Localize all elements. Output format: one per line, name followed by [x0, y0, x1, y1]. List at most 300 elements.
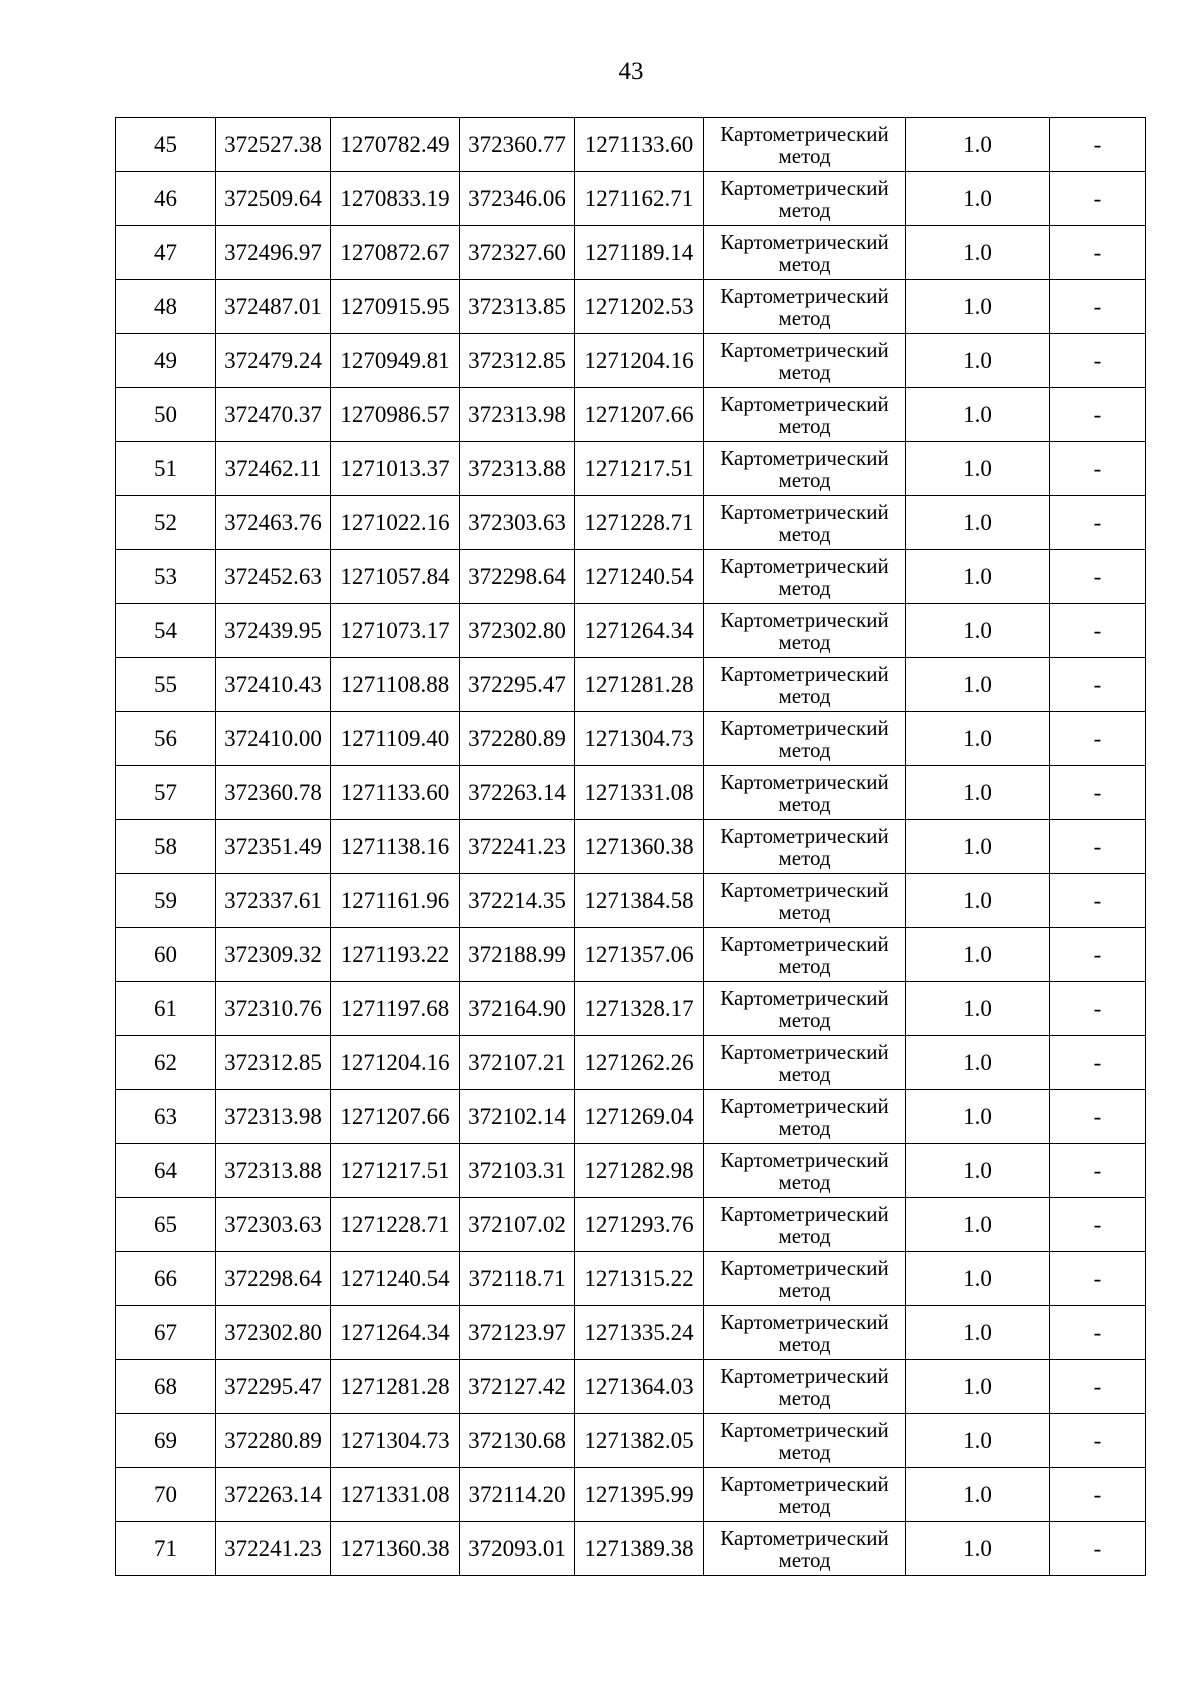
table-row — [116, 118, 1146, 172]
note-cell: - — [1050, 550, 1146, 604]
table-row — [116, 496, 1146, 550]
x1-coordinate-cell: 372241.23 — [216, 1522, 331, 1576]
note-cell: - — [1050, 1468, 1146, 1522]
note-cell: - — [1050, 1522, 1146, 1576]
x1-coordinate-cell: 372351.49 — [216, 820, 331, 874]
method-cell — [704, 1198, 906, 1252]
table-row — [116, 1252, 1146, 1306]
method-label-line2: метод — [778, 953, 831, 978]
accuracy-cell: 1.0 — [906, 1036, 1050, 1090]
method-label-line2: метод — [778, 1331, 831, 1356]
y1-coordinate-cell: 1271304.73 — [331, 1414, 460, 1468]
method-cell — [704, 496, 906, 550]
y1-coordinate-cell: 1270915.95 — [331, 280, 460, 334]
method-label-line1: Картометрический — [720, 1471, 889, 1496]
method-cell — [704, 1468, 906, 1522]
method-label-line1: Картометрический — [720, 607, 889, 632]
point-number-cell: 56 — [116, 712, 216, 766]
method-label-line2: метод — [778, 737, 831, 762]
x2-coordinate-cell: 372127.42 — [460, 1360, 575, 1414]
y2-coordinate-cell: 1271217.51 — [575, 442, 704, 496]
note-cell: - — [1050, 172, 1146, 226]
y1-coordinate-cell: 1271264.34 — [331, 1306, 460, 1360]
accuracy-cell: 1.0 — [906, 928, 1050, 982]
x2-coordinate-cell: 372118.71 — [460, 1252, 575, 1306]
table-row — [116, 820, 1146, 874]
y2-coordinate-cell: 1271262.26 — [575, 1036, 704, 1090]
method-label-line2: метод — [778, 467, 831, 492]
method-label-line1: Картометрический — [720, 1309, 889, 1334]
table-row — [116, 334, 1146, 388]
y1-coordinate-cell: 1271217.51 — [331, 1144, 460, 1198]
y1-coordinate-cell: 1271108.88 — [331, 658, 460, 712]
point-number-cell: 61 — [116, 982, 216, 1036]
table-row — [116, 172, 1146, 226]
y1-coordinate-cell: 1270833.19 — [331, 172, 460, 226]
y1-coordinate-cell: 1271138.16 — [331, 820, 460, 874]
note-cell: - — [1050, 874, 1146, 928]
y2-coordinate-cell: 1271389.38 — [575, 1522, 704, 1576]
x2-coordinate-cell: 372107.21 — [460, 1036, 575, 1090]
x2-coordinate-cell: 372130.68 — [460, 1414, 575, 1468]
y2-coordinate-cell: 1271240.54 — [575, 550, 704, 604]
note-cell: - — [1050, 928, 1146, 982]
method-cell — [704, 928, 906, 982]
table-row — [116, 766, 1146, 820]
method-label-line1: Картометрический — [720, 175, 889, 200]
point-number-cell: 52 — [116, 496, 216, 550]
y2-coordinate-cell: 1271335.24 — [575, 1306, 704, 1360]
x1-coordinate-cell: 372303.63 — [216, 1198, 331, 1252]
note-cell: - — [1050, 604, 1146, 658]
method-cell — [704, 226, 906, 280]
method-label-line1: Картометрический — [720, 391, 889, 416]
point-number-cell: 58 — [116, 820, 216, 874]
method-label-line1: Картометрический — [720, 1255, 889, 1280]
point-number-cell: 51 — [116, 442, 216, 496]
method-label-line2: метод — [778, 1007, 831, 1032]
note-cell: - — [1050, 334, 1146, 388]
point-number-cell: 46 — [116, 172, 216, 226]
y1-coordinate-cell: 1271331.08 — [331, 1468, 460, 1522]
x2-coordinate-cell: 372298.64 — [460, 550, 575, 604]
accuracy-cell: 1.0 — [906, 496, 1050, 550]
point-number-cell: 50 — [116, 388, 216, 442]
method-label-line2: метод — [778, 1493, 831, 1518]
note-cell: - — [1050, 820, 1146, 874]
method-cell — [704, 1414, 906, 1468]
method-label-line2: метод — [778, 251, 831, 276]
method-label-line2: метод — [778, 1385, 831, 1410]
method-label-line2: метод — [778, 683, 831, 708]
y2-coordinate-cell: 1271264.34 — [575, 604, 704, 658]
point-number-cell: 55 — [116, 658, 216, 712]
accuracy-cell: 1.0 — [906, 1414, 1050, 1468]
y1-coordinate-cell: 1271204.16 — [331, 1036, 460, 1090]
x1-coordinate-cell: 372452.63 — [216, 550, 331, 604]
method-label-line2: метод — [778, 1061, 831, 1086]
table-row — [116, 1414, 1146, 1468]
method-label-line1: Картометрический — [720, 823, 889, 848]
method-label-line2: метод — [778, 575, 831, 600]
y1-coordinate-cell: 1271161.96 — [331, 874, 460, 928]
y1-coordinate-cell: 1271022.16 — [331, 496, 460, 550]
x2-coordinate-cell: 372327.60 — [460, 226, 575, 280]
y2-coordinate-cell: 1271202.53 — [575, 280, 704, 334]
point-number-cell: 47 — [116, 226, 216, 280]
note-cell: - — [1050, 712, 1146, 766]
coordinates-table — [115, 117, 1146, 1576]
accuracy-cell: 1.0 — [906, 1252, 1050, 1306]
x1-coordinate-cell: 372280.89 — [216, 1414, 331, 1468]
accuracy-cell: 1.0 — [906, 550, 1050, 604]
point-number-cell: 71 — [116, 1522, 216, 1576]
method-label-line2: метод — [778, 629, 831, 654]
y2-coordinate-cell: 1271328.17 — [575, 982, 704, 1036]
method-label-line2: метод — [778, 791, 831, 816]
table-row — [116, 1036, 1146, 1090]
x1-coordinate-cell: 372463.76 — [216, 496, 331, 550]
point-number-cell: 45 — [116, 118, 216, 172]
method-label-line1: Картометрический — [720, 445, 889, 470]
x2-coordinate-cell: 372214.35 — [460, 874, 575, 928]
method-label-line1: Картометрический — [720, 1201, 889, 1226]
x2-coordinate-cell: 372346.06 — [460, 172, 575, 226]
x2-coordinate-cell: 372093.01 — [460, 1522, 575, 1576]
x1-coordinate-cell: 372263.14 — [216, 1468, 331, 1522]
x2-coordinate-cell: 372164.90 — [460, 982, 575, 1036]
page-number: 43 — [618, 58, 644, 85]
accuracy-cell: 1.0 — [906, 280, 1050, 334]
y2-coordinate-cell: 1271228.71 — [575, 496, 704, 550]
y1-coordinate-cell: 1271109.40 — [331, 712, 460, 766]
accuracy-cell: 1.0 — [906, 334, 1050, 388]
note-cell: - — [1050, 118, 1146, 172]
y1-coordinate-cell: 1271228.71 — [331, 1198, 460, 1252]
accuracy-cell: 1.0 — [906, 766, 1050, 820]
y1-coordinate-cell: 1270782.49 — [331, 118, 460, 172]
y1-coordinate-cell: 1271013.37 — [331, 442, 460, 496]
accuracy-cell: 1.0 — [906, 1360, 1050, 1414]
method-label-line2: метод — [778, 521, 831, 546]
x1-coordinate-cell: 372496.97 — [216, 226, 331, 280]
y2-coordinate-cell: 1271364.03 — [575, 1360, 704, 1414]
x2-coordinate-cell: 372312.85 — [460, 334, 575, 388]
accuracy-cell: 1.0 — [906, 658, 1050, 712]
method-cell — [704, 1144, 906, 1198]
x1-coordinate-cell: 372295.47 — [216, 1360, 331, 1414]
method-label-line2: метод — [778, 1169, 831, 1194]
table-row — [116, 604, 1146, 658]
point-number-cell: 54 — [116, 604, 216, 658]
point-number-cell: 53 — [116, 550, 216, 604]
method-cell — [704, 280, 906, 334]
x2-coordinate-cell: 372102.14 — [460, 1090, 575, 1144]
accuracy-cell: 1.0 — [906, 982, 1050, 1036]
accuracy-cell: 1.0 — [906, 1468, 1050, 1522]
table-row — [116, 982, 1146, 1036]
method-label-line1: Картометрический — [720, 283, 889, 308]
table-row — [116, 388, 1146, 442]
method-label-line1: Картометрический — [720, 1363, 889, 1388]
point-number-cell: 57 — [116, 766, 216, 820]
method-label-line2: метод — [778, 305, 831, 330]
note-cell: - — [1050, 280, 1146, 334]
point-number-cell: 66 — [116, 1252, 216, 1306]
x2-coordinate-cell: 372263.14 — [460, 766, 575, 820]
method-label-line2: метод — [778, 197, 831, 222]
note-cell: - — [1050, 496, 1146, 550]
point-number-cell: 60 — [116, 928, 216, 982]
method-label-line1: Картометрический — [720, 715, 889, 740]
table-row — [116, 550, 1146, 604]
method-cell — [704, 442, 906, 496]
accuracy-cell: 1.0 — [906, 388, 1050, 442]
method-label-line2: метод — [778, 1115, 831, 1140]
note-cell: - — [1050, 1414, 1146, 1468]
y2-coordinate-cell: 1271315.22 — [575, 1252, 704, 1306]
note-cell: - — [1050, 1036, 1146, 1090]
x1-coordinate-cell: 372410.00 — [216, 712, 331, 766]
method-label-line1: Картометрический — [720, 1417, 889, 1442]
x2-coordinate-cell: 372107.02 — [460, 1198, 575, 1252]
point-number-cell: 62 — [116, 1036, 216, 1090]
x2-coordinate-cell: 372360.77 — [460, 118, 575, 172]
y1-coordinate-cell: 1271073.17 — [331, 604, 460, 658]
table-row — [116, 442, 1146, 496]
method-label-line1: Картометрический — [720, 661, 889, 686]
x1-coordinate-cell: 372509.64 — [216, 172, 331, 226]
point-number-cell: 69 — [116, 1414, 216, 1468]
method-label-line1: Картометрический — [720, 1525, 889, 1550]
x1-coordinate-cell: 372360.78 — [216, 766, 331, 820]
accuracy-cell: 1.0 — [906, 118, 1050, 172]
y2-coordinate-cell: 1271384.58 — [575, 874, 704, 928]
accuracy-cell: 1.0 — [906, 874, 1050, 928]
method-cell — [704, 712, 906, 766]
table-row — [116, 280, 1146, 334]
x2-coordinate-cell: 372114.20 — [460, 1468, 575, 1522]
y1-coordinate-cell: 1271057.84 — [331, 550, 460, 604]
y2-coordinate-cell: 1271282.98 — [575, 1144, 704, 1198]
accuracy-cell: 1.0 — [906, 1144, 1050, 1198]
method-label-line2: метод — [778, 359, 831, 384]
note-cell: - — [1050, 1144, 1146, 1198]
method-cell — [704, 1036, 906, 1090]
y2-coordinate-cell: 1271281.28 — [575, 658, 704, 712]
accuracy-cell: 1.0 — [906, 1522, 1050, 1576]
method-label-line1: Картометрический — [720, 877, 889, 902]
note-cell: - — [1050, 982, 1146, 1036]
y2-coordinate-cell: 1271269.04 — [575, 1090, 704, 1144]
method-label-line1: Картометрический — [720, 337, 889, 362]
method-label-line1: Картометрический — [720, 553, 889, 578]
note-cell: - — [1050, 226, 1146, 280]
y2-coordinate-cell: 1271204.16 — [575, 334, 704, 388]
x1-coordinate-cell: 372312.85 — [216, 1036, 331, 1090]
accuracy-cell: 1.0 — [906, 820, 1050, 874]
note-cell: - — [1050, 442, 1146, 496]
y2-coordinate-cell: 1271304.73 — [575, 712, 704, 766]
table-row — [116, 1198, 1146, 1252]
method-label-line1: Картометрический — [720, 1093, 889, 1118]
x1-coordinate-cell: 372462.11 — [216, 442, 331, 496]
method-label-line2: метод — [778, 1223, 831, 1248]
y1-coordinate-cell: 1271360.38 — [331, 1522, 460, 1576]
method-cell — [704, 766, 906, 820]
x1-coordinate-cell: 372310.76 — [216, 982, 331, 1036]
y2-coordinate-cell: 1271331.08 — [575, 766, 704, 820]
note-cell: - — [1050, 1360, 1146, 1414]
x2-coordinate-cell: 372241.23 — [460, 820, 575, 874]
point-number-cell: 68 — [116, 1360, 216, 1414]
method-cell — [704, 1090, 906, 1144]
method-cell — [704, 1252, 906, 1306]
method-label-line1: Картометрический — [720, 985, 889, 1010]
x2-coordinate-cell: 372303.63 — [460, 496, 575, 550]
accuracy-cell: 1.0 — [906, 442, 1050, 496]
y2-coordinate-cell: 1271382.05 — [575, 1414, 704, 1468]
table-row — [116, 712, 1146, 766]
accuracy-cell: 1.0 — [906, 604, 1050, 658]
x1-coordinate-cell: 372487.01 — [216, 280, 331, 334]
y2-coordinate-cell: 1271207.66 — [575, 388, 704, 442]
x1-coordinate-cell: 372313.88 — [216, 1144, 331, 1198]
method-cell — [704, 1306, 906, 1360]
y2-coordinate-cell: 1271189.14 — [575, 226, 704, 280]
note-cell: - — [1050, 388, 1146, 442]
method-cell — [704, 982, 906, 1036]
table-row — [116, 1144, 1146, 1198]
y1-coordinate-cell: 1270872.67 — [331, 226, 460, 280]
x1-coordinate-cell: 372527.38 — [216, 118, 331, 172]
x1-coordinate-cell: 372313.98 — [216, 1090, 331, 1144]
y1-coordinate-cell: 1271207.66 — [331, 1090, 460, 1144]
method-cell — [704, 604, 906, 658]
note-cell: - — [1050, 658, 1146, 712]
method-cell — [704, 172, 906, 226]
x2-coordinate-cell: 372103.31 — [460, 1144, 575, 1198]
point-number-cell: 70 — [116, 1468, 216, 1522]
y1-coordinate-cell: 1271197.68 — [331, 982, 460, 1036]
x1-coordinate-cell: 372337.61 — [216, 874, 331, 928]
point-number-cell: 67 — [116, 1306, 216, 1360]
method-cell — [704, 658, 906, 712]
note-cell: - — [1050, 766, 1146, 820]
method-label-line2: метод — [778, 1439, 831, 1464]
x2-coordinate-cell: 372313.98 — [460, 388, 575, 442]
y2-coordinate-cell: 1271360.38 — [575, 820, 704, 874]
table-row — [116, 1468, 1146, 1522]
x2-coordinate-cell: 372313.85 — [460, 280, 575, 334]
x1-coordinate-cell: 372309.32 — [216, 928, 331, 982]
point-number-cell: 63 — [116, 1090, 216, 1144]
y2-coordinate-cell: 1271162.71 — [575, 172, 704, 226]
table-row — [116, 1306, 1146, 1360]
table-row — [116, 1090, 1146, 1144]
table-row — [116, 658, 1146, 712]
method-cell — [704, 874, 906, 928]
y1-coordinate-cell: 1271193.22 — [331, 928, 460, 982]
method-cell — [704, 388, 906, 442]
method-cell — [704, 820, 906, 874]
y1-coordinate-cell: 1271240.54 — [331, 1252, 460, 1306]
y2-coordinate-cell: 1271293.76 — [575, 1198, 704, 1252]
method-cell — [704, 550, 906, 604]
note-cell: - — [1050, 1252, 1146, 1306]
y2-coordinate-cell: 1271357.06 — [575, 928, 704, 982]
method-label-line1: Картометрический — [720, 769, 889, 794]
y1-coordinate-cell: 1271133.60 — [331, 766, 460, 820]
x2-coordinate-cell: 372123.97 — [460, 1306, 575, 1360]
x1-coordinate-cell: 372302.80 — [216, 1306, 331, 1360]
accuracy-cell: 1.0 — [906, 712, 1050, 766]
method-label-line2: метод — [778, 899, 831, 924]
method-cell — [704, 1522, 906, 1576]
accuracy-cell: 1.0 — [906, 172, 1050, 226]
x2-coordinate-cell: 372302.80 — [460, 604, 575, 658]
x2-coordinate-cell: 372313.88 — [460, 442, 575, 496]
table-row — [116, 874, 1146, 928]
note-cell: - — [1050, 1198, 1146, 1252]
x2-coordinate-cell: 372295.47 — [460, 658, 575, 712]
x1-coordinate-cell: 372479.24 — [216, 334, 331, 388]
method-label-line2: метод — [778, 143, 831, 168]
method-label-line1: Картометрический — [720, 121, 889, 146]
method-label-line1: Картометрический — [720, 931, 889, 956]
method-label-line1: Картометрический — [720, 229, 889, 254]
method-cell — [704, 334, 906, 388]
x2-coordinate-cell: 372188.99 — [460, 928, 575, 982]
table-row — [116, 928, 1146, 982]
method-label-line2: метод — [778, 413, 831, 438]
method-label-line1: Картометрический — [720, 1039, 889, 1064]
method-label-line1: Картометрический — [720, 1147, 889, 1172]
y1-coordinate-cell: 1270986.57 — [331, 388, 460, 442]
point-number-cell: 49 — [116, 334, 216, 388]
table-row — [116, 226, 1146, 280]
point-number-cell: 59 — [116, 874, 216, 928]
method-label-line2: метод — [778, 1277, 831, 1302]
accuracy-cell: 1.0 — [906, 1198, 1050, 1252]
y2-coordinate-cell: 1271395.99 — [575, 1468, 704, 1522]
y1-coordinate-cell: 1270949.81 — [331, 334, 460, 388]
method-label-line1: Картометрический — [720, 499, 889, 524]
method-label-line2: метод — [778, 1547, 831, 1572]
coordinates-table-body — [116, 118, 1146, 1576]
x1-coordinate-cell: 372298.64 — [216, 1252, 331, 1306]
method-cell — [704, 118, 906, 172]
point-number-cell: 48 — [116, 280, 216, 334]
y2-coordinate-cell: 1271133.60 — [575, 118, 704, 172]
y1-coordinate-cell: 1271281.28 — [331, 1360, 460, 1414]
method-cell — [704, 1360, 906, 1414]
point-number-cell: 65 — [116, 1198, 216, 1252]
note-cell: - — [1050, 1090, 1146, 1144]
accuracy-cell: 1.0 — [906, 226, 1050, 280]
x1-coordinate-cell: 372410.43 — [216, 658, 331, 712]
x2-coordinate-cell: 372280.89 — [460, 712, 575, 766]
x1-coordinate-cell: 372439.95 — [216, 604, 331, 658]
table-row — [116, 1522, 1146, 1576]
accuracy-cell: 1.0 — [906, 1306, 1050, 1360]
x1-coordinate-cell: 372470.37 — [216, 388, 331, 442]
accuracy-cell: 1.0 — [906, 1090, 1050, 1144]
point-number-cell: 64 — [116, 1144, 216, 1198]
note-cell: - — [1050, 1306, 1146, 1360]
method-label-line2: метод — [778, 845, 831, 870]
table-row — [116, 1360, 1146, 1414]
